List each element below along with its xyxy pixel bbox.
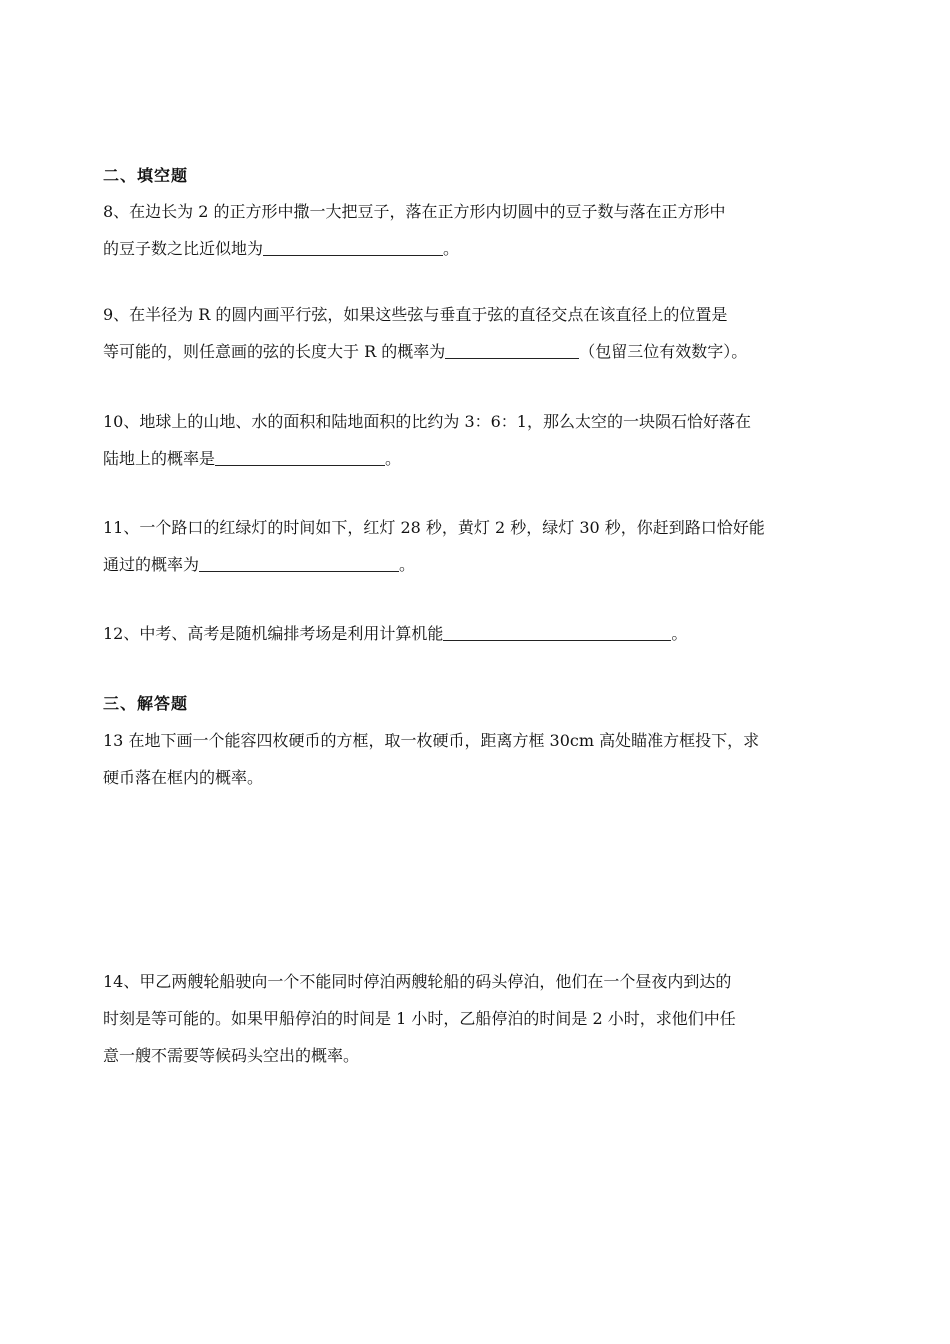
question-11-line-2 bbox=[103, 546, 843, 583]
question-12-line-1 bbox=[103, 615, 843, 652]
question-8-end: 。 bbox=[443, 239, 460, 258]
question-11-text: 通过的概率为 bbox=[103, 555, 200, 574]
answer-blank-8[interactable] bbox=[263, 237, 443, 256]
question-9-line-2 bbox=[103, 333, 843, 370]
question-11-line-1: 11、一个路口的红绿灯的时间如下，红灯 28 秒，黄灯 2 秒，绿灯 30 秒，你赶到路口恰好能 bbox=[103, 518, 765, 537]
question-9-text: 等可能的，则任意画的弦的长度大于 R 的概率为 bbox=[103, 342, 446, 361]
question-12 bbox=[103, 615, 843, 652]
section-heading-fill-in-blank: 二、填空题 bbox=[103, 166, 189, 185]
question-10-text: 陆地上的概率是 bbox=[103, 449, 216, 468]
question-14-line-1: 14、甲乙两艘轮船驶向一个不能同时停泊两艘轮船的码头停泊，他们在一个昼夜内到达的 bbox=[103, 972, 732, 991]
question-13-line-2: 硬币落在框内的概率。 bbox=[103, 768, 264, 787]
question-8-text: 的豆子数之比近似地为 bbox=[103, 239, 264, 258]
question-9-line-1: 9、在半径为 R 的圆内画平行弦，如果这些弦与垂直于弦的直径交点在该直径上的位置是 bbox=[103, 305, 728, 324]
question-14 bbox=[103, 963, 843, 1074]
question-8-line-1: 8、在边长为 2 的正方形中撒一大把豆子，落在正方形内切圆中的豆子数与落在正方形中 bbox=[103, 202, 726, 221]
answer-blank-9[interactable] bbox=[445, 340, 579, 359]
section-heading-problems: 三、解答题 bbox=[103, 694, 189, 713]
question-14-line-2: 时刻是等可能的。如果甲船停泊的时间是 1 小时，乙船停泊的时间是 2 小时，求他们中任 bbox=[103, 1009, 736, 1028]
question-10-line-2 bbox=[103, 440, 843, 477]
answer-blank-12[interactable] bbox=[443, 622, 671, 641]
answer-blank-11[interactable] bbox=[199, 553, 399, 572]
question-8 bbox=[103, 193, 843, 267]
question-10 bbox=[103, 403, 843, 477]
question-14-line-3: 意一艘不需要等候码头空出的概率。 bbox=[103, 1046, 360, 1065]
question-8-line-2 bbox=[103, 230, 843, 267]
question-11-end: 。 bbox=[399, 555, 416, 574]
answer-blank-10[interactable] bbox=[215, 447, 385, 466]
question-12-end: 。 bbox=[671, 624, 688, 643]
question-13-line-1: 13 在地下画一个能容四枚硬币的方框，取一枚硬币，距离方框 30cm 高处瞄准方框投下，求 bbox=[103, 731, 760, 750]
question-10-end: 。 bbox=[385, 449, 402, 468]
question-11 bbox=[103, 509, 843, 583]
question-10-line-1: 10、地球上的山地、水的面积和陆地面积的比约为 3：6：1，那么太空的一块陨石恰好落在 bbox=[103, 412, 751, 431]
question-13 bbox=[103, 722, 843, 796]
question-9 bbox=[103, 296, 843, 370]
question-9-end: （包留三位有效数字）。 bbox=[579, 342, 748, 361]
question-12-text: 12、中考、高考是随机编排考场是利用计算机能 bbox=[103, 624, 444, 643]
